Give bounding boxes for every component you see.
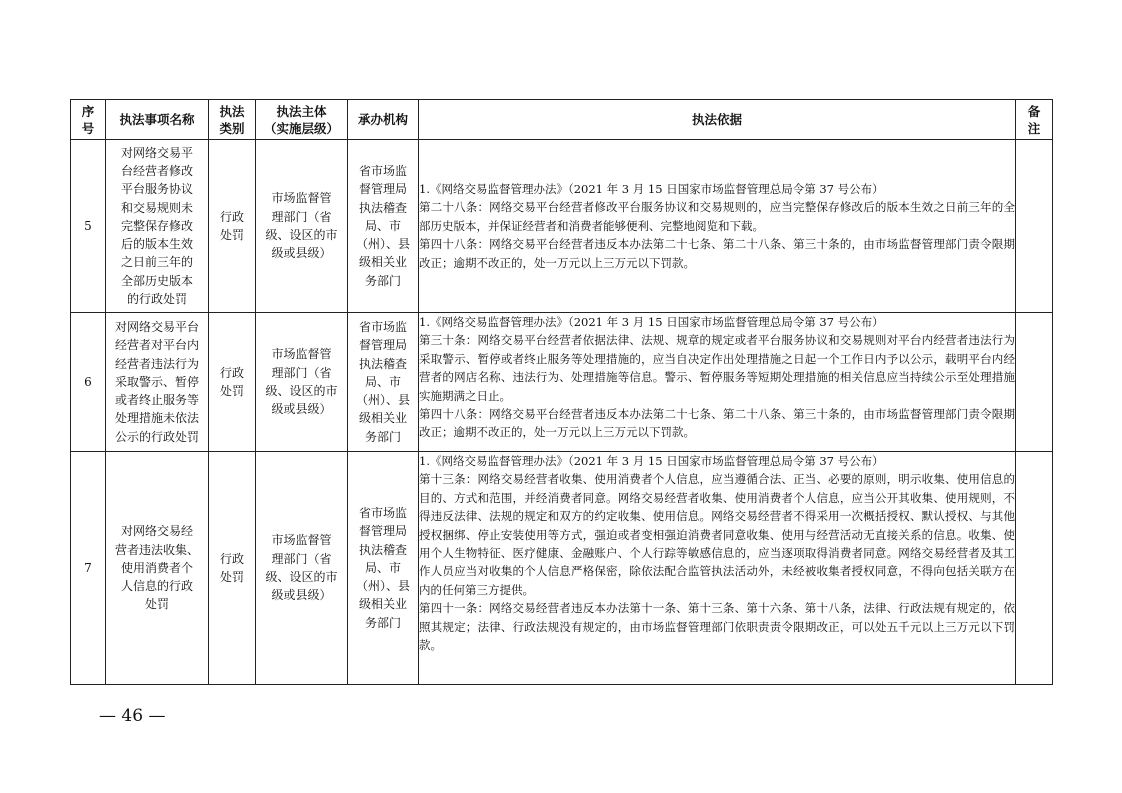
header-remarks: 备 注 bbox=[1016, 100, 1053, 140]
header-agency: 承办机构 bbox=[348, 100, 419, 140]
row-agency: 省市场监 督管理局 执法稽查 局、市 （州）、县 级相关业 务部门 bbox=[348, 313, 419, 452]
header-item-name: 执法事项名称 bbox=[106, 100, 209, 140]
row-item-name: 对网络交易平台 经营者对平台内 经营者违法行为 采取警示、暂停 或者终止服务等 处理措施未依法 公示的行政处罚 bbox=[106, 313, 209, 452]
header-subject: 执法主体 （实施层级） bbox=[256, 100, 348, 140]
header-category: 执法 类别 bbox=[209, 100, 256, 140]
row-category: 行政 处罚 bbox=[209, 140, 256, 313]
table-row bbox=[71, 452, 1053, 685]
row-remarks bbox=[1016, 313, 1053, 452]
row-agency: 省市场监 督管理局 执法稽查 局、市 （州）、县 级相关业 务部门 bbox=[348, 452, 419, 685]
row-basis: 1.《网络交易监督管理办法》（2021 年 3 月 15 日国家市场监督管理总局令第 37 号公布） 第十三条：网络交易经营者收集、使用消费者个人信息，应当遵循合法、正当、必要的原则，明示收集、使用信息的目的、方式和范围，并经消费者同意。网络交易经营者收集、使用消费者个人信息，应当公开其收集、使用规则，不得违反法律、法规的规定和双方的约定收集、使用信息。网络交易经营者不得采用一次概括授权、默认授权、与其他授权捆绑、停止安装使用等方式，强迫或者变相强迫消费者同意收集、使用与经营活动无直接关系的信息。收集、使用个人生物特征、医疗健康、金融账户、个人行踪等敏感信息的，应当逐项取得消费者同意。网络交易经营者及其工作人员应当对收集的个人信息严格保密，除依法配合监管执法活动外，未经被收集者授权同意，不得向包括关联方在内的任何第三方提供。 第四十一条：网络交易经营者违反本办法第十一条、第十三条、第十六条、第十八条，法律、行政法规有规定的，依照其规定；法律、行政法规没有规定的，由市场监督管理部门依职责责令限期改正，可以处五千元以上三万元以下罚款。 bbox=[419, 452, 1016, 685]
row-subject: 市场监督管 理部门（省 级、设区的市 级或县级） bbox=[256, 140, 348, 313]
table-row bbox=[71, 313, 1053, 452]
row-item-name: 对网络交易平 台经营者修改 平台服务协议 和交易规则未 完整保存修改 后的版本生效 之日前三年的 全部历史版本 的行政处罚 bbox=[106, 140, 209, 313]
row-basis: 1.《网络交易监督管理办法》（2021 年 3 月 15 日国家市场监督管理总局令第 37 号公布） 第三十条：网络交易平台经营者依据法律、法规、规章的规定或者平台服务协议和交易规则对平台内经营者违法行为采取警示、暂停或者终止服务等处理措施的，应当自决定作出处理措施之日起一个工作日内予以公示，载明平台内经营者的网店名称、违法行为、处理措施等信息。警示、暂停服务等短期处理措施的相关信息应当持续公示至处理措施实施期满之日止。 第四十八条：网络交易平台经营者违反本办法第二十七条、第二十八条、第三十条的，由市场监督管理部门责令限期改正；逾期不改正的，处一万元以上三万元以下罚款。 bbox=[419, 313, 1016, 452]
page-number: — 46 — bbox=[99, 706, 166, 726]
row-subject: 市场监督管 理部门（省 级、设区的市 级或县级） bbox=[256, 452, 348, 685]
row-item-name: 对网络交易经 营者违法收集、 使用消费者个 人信息的行政 处罚 bbox=[106, 452, 209, 685]
table-row bbox=[71, 140, 1053, 313]
row-index: 6 bbox=[71, 313, 106, 452]
row-agency: 省市场监 督管理局 执法稽查 局、市 （州）、县 级相关业 务部门 bbox=[348, 140, 419, 313]
row-category: 行政 处罚 bbox=[209, 452, 256, 685]
row-index: 5 bbox=[71, 140, 106, 313]
row-index: 7 bbox=[71, 452, 106, 685]
row-remarks bbox=[1016, 452, 1053, 685]
enforcement-items-table bbox=[70, 99, 1053, 685]
row-subject: 市场监督管 理部门（省 级、设区的市 级或县级） bbox=[256, 313, 348, 452]
row-category: 行政 处罚 bbox=[209, 313, 256, 452]
row-remarks bbox=[1016, 140, 1053, 313]
row-basis: 1.《网络交易监督管理办法》（2021 年 3 月 15 日国家市场监督管理总局令第 37 号公布） 第二十八条：网络交易平台经营者修改平台服务协议和交易规则的，应当完整保存修改后的版本生效之日前三年的全部历史版本，并保证经营者和消费者能够便利、完整地阅览和下载。 第四十八条：网络交易平台经营者违反本办法第二十七条、第二十八条、第三十条的，由市场监督管理部门责令限期改正；逾期不改正的，处一万元以上三万元以下罚款。 bbox=[419, 140, 1016, 313]
header-basis: 执法依据 bbox=[419, 100, 1016, 140]
header-index: 序 号 bbox=[71, 100, 106, 140]
table-header-row bbox=[71, 100, 1053, 140]
